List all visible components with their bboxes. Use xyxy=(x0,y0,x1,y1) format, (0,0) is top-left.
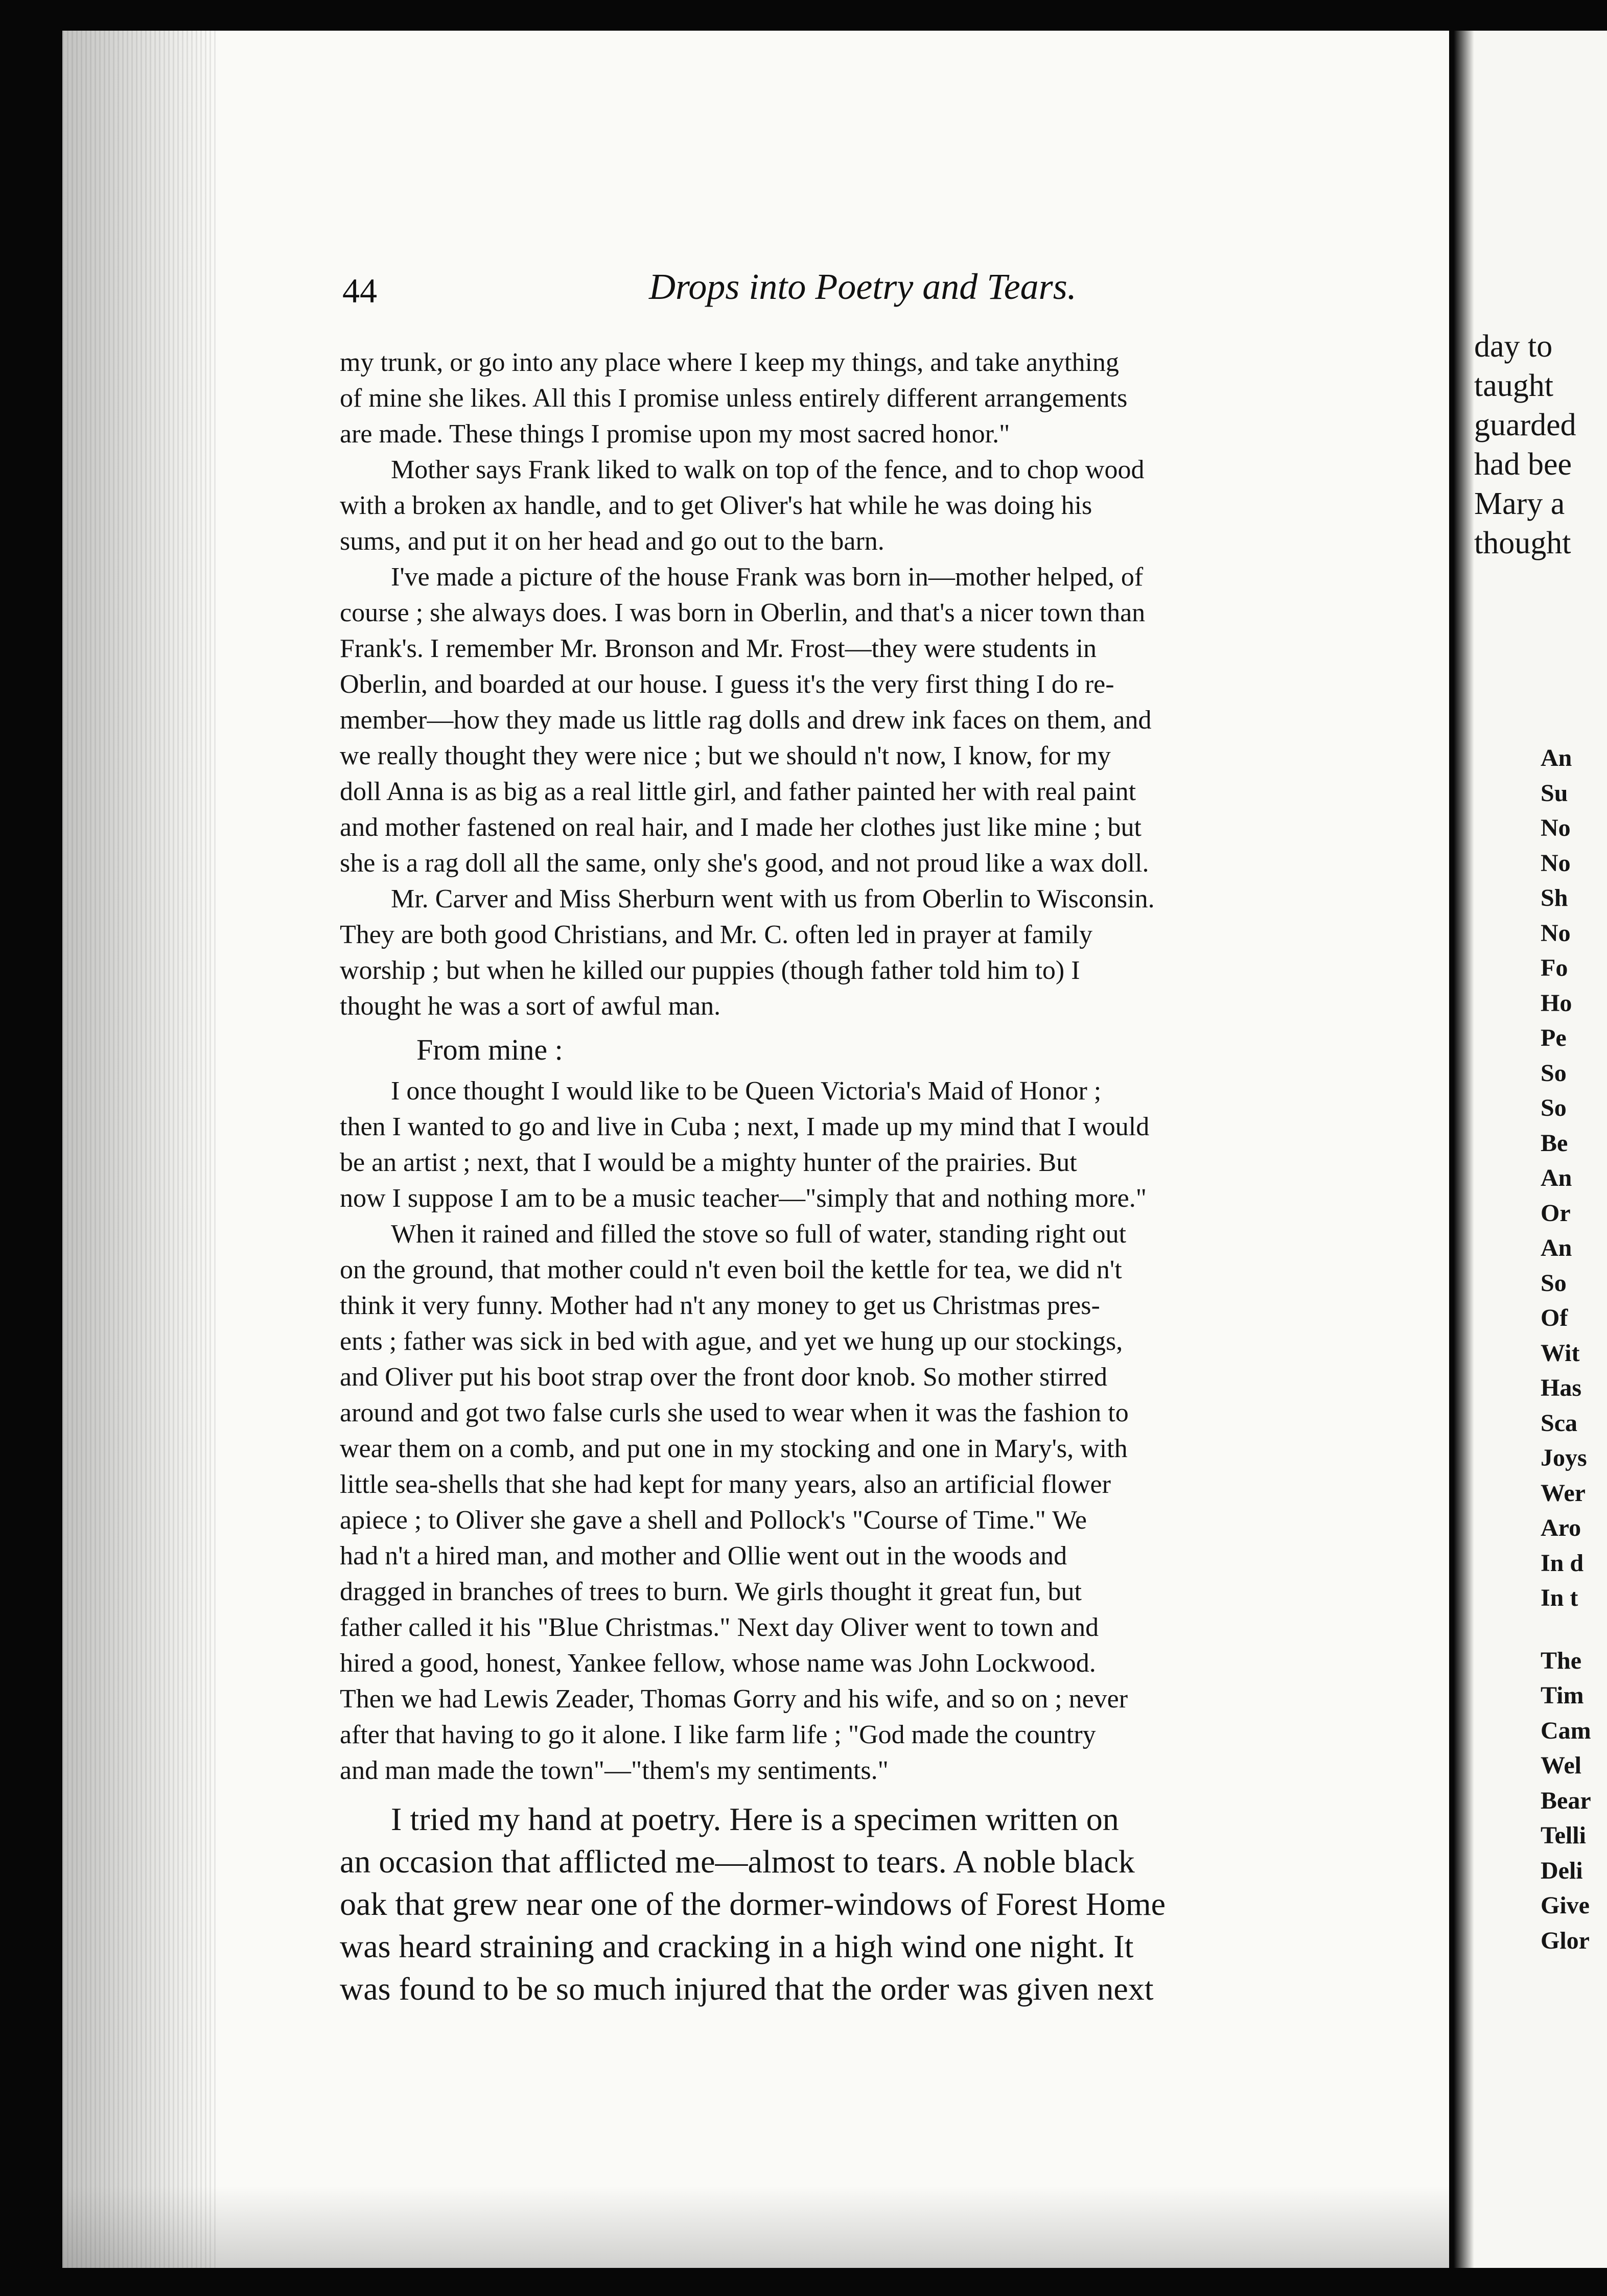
text-line: dragged in branches of trees to burn. We girls thought it great fun, but xyxy=(340,1577,1082,1606)
page-body xyxy=(340,345,1418,2010)
poem-line-fragment: Aro xyxy=(1541,1514,1581,1541)
paragraph xyxy=(340,881,1418,1024)
text-line: we really thought they were nice ; but we should n't now, I know, for my xyxy=(340,741,1111,770)
poem-line-fragment: Sh xyxy=(1541,884,1568,911)
paragraph xyxy=(340,1216,1418,1789)
gutter-shadow xyxy=(1454,31,1474,2268)
poem-line-fragment: Fo xyxy=(1541,954,1568,981)
poem-line-fragment: Su xyxy=(1541,779,1568,807)
facing-text-fragment: guarded xyxy=(1474,408,1576,442)
paragraph xyxy=(340,345,1418,452)
poem-line-fragment: Telli xyxy=(1541,1822,1586,1849)
facing-text-fragment: thought xyxy=(1474,526,1571,560)
text-line: was found to be so much injured that the order was given next xyxy=(340,1971,1154,2007)
poem-line-fragment: An xyxy=(1541,744,1572,771)
text-line: my trunk, or go into any place where I keep my things, and take anything xyxy=(340,348,1119,377)
text-line: around and got two false curls she used to wear when it was the fashion to xyxy=(340,1398,1129,1427)
poem-line-fragment: Of xyxy=(1541,1304,1568,1331)
poem-line-fragment: Deli xyxy=(1541,1857,1583,1884)
text-line: They are both good Christians, and Mr. C. often led in prayer at family xyxy=(340,920,1092,949)
text-line: and mother fastened on real hair, and I made her clothes just like mine ; but xyxy=(340,813,1142,842)
page-edge-speckle xyxy=(62,31,216,2268)
text-line: after that having to go it alone. I like farm life ; "God made the country xyxy=(340,1720,1096,1749)
text-line: of mine she likes. All this I promise unless entirely different arrangements xyxy=(340,384,1128,413)
poem-line-fragment: No xyxy=(1541,919,1571,947)
poem-line-fragment: No xyxy=(1541,849,1571,877)
text-line: wear them on a comb, and put one in my stocking and one in Mary's, with xyxy=(340,1434,1128,1463)
text-line: was heard straining and cracking in a high wind one night. It xyxy=(340,1928,1134,1964)
poem-line-fragment: Joys xyxy=(1541,1444,1587,1471)
poem-line-fragment: Be xyxy=(1541,1129,1568,1157)
text-line: and man made the town"—"them's my sentiments." xyxy=(340,1756,889,1785)
text-line: I once thought I would like to be Queen Victoria's Maid of Honor ; xyxy=(391,1076,1102,1106)
poem-line-fragment: Bear xyxy=(1541,1787,1591,1814)
text-line: an occasion that afflicted me—almost to tears. A noble black xyxy=(340,1843,1135,1880)
poem-line-fragment: Give xyxy=(1541,1892,1590,1919)
poem-line-fragment: Wer xyxy=(1541,1479,1586,1507)
facing-page-poem xyxy=(1541,741,1591,1958)
text-line: little sea-shells that she had kept for many years, also an artificial flower xyxy=(340,1470,1111,1499)
poem-line-fragment: Tim xyxy=(1541,1682,1584,1709)
text-line: are made. These things I promise upon my most sacred honor." xyxy=(340,419,1010,449)
text-line: on the ground, that mother could n't even boil the kettle for tea, we did n't xyxy=(340,1255,1122,1284)
poem-line-fragment: Glor xyxy=(1541,1927,1590,1954)
text-line: Mother says Frank liked to walk on top of the fence, and to chop wood xyxy=(391,455,1145,484)
poem-line-fragment: In d xyxy=(1541,1549,1584,1577)
poem-line-fragment: An xyxy=(1541,1234,1572,1261)
text-line: sums, and put it on her head and go out to the barn. xyxy=(340,527,884,556)
paragraph xyxy=(340,452,1418,559)
facing-text-fragment: taught xyxy=(1474,368,1553,403)
text-line: ents ; father was sick in bed with ague, and yet we hung up our stockings, xyxy=(340,1327,1123,1356)
facing-text-fragment: Mary a xyxy=(1474,486,1565,521)
poem-line-fragment: Ho xyxy=(1541,989,1572,1017)
poem-line-fragment: An xyxy=(1541,1164,1572,1191)
text-line: think it very funny. Mother had n't any money to get us Christmas pres- xyxy=(340,1291,1100,1320)
poem-line-fragment: Cam xyxy=(1541,1717,1591,1744)
text-line: member—how they made us little rag dolls and drew ink faces on them, and xyxy=(340,706,1152,735)
text-line: she is a rag doll all the same, only she's good, and not proud like a wax doll. xyxy=(340,849,1149,878)
facing-text-fragment: had bee xyxy=(1474,447,1572,482)
poem-line-fragment: So xyxy=(1541,1094,1567,1121)
book-page-right-edge xyxy=(1454,31,1607,2268)
text-line: worship ; but when he killed our puppies (though father told him to) I xyxy=(340,956,1080,985)
text-line: I've made a picture of the house Frank was born in—mother helped, of xyxy=(391,563,1144,592)
poem-line-fragment: Has xyxy=(1541,1374,1582,1401)
text-line: be an artist ; next, that I would be a mighty hunter of the prairies. But xyxy=(340,1148,1077,1177)
text-line: apiece ; to Oliver she gave a shell and Pollock's "Course of Time." We xyxy=(340,1506,1087,1535)
facing-text-fragment: day to xyxy=(1474,329,1553,364)
poem-line-fragment: Or xyxy=(1541,1199,1571,1227)
running-head: Drops into Poetry and Tears. xyxy=(649,266,1077,307)
text-line: Oberlin, and boarded at our house. I guess it's the very first thing I do re- xyxy=(340,670,1114,699)
text-line: doll Anna is as big as a real little girl, and father painted her with real paint xyxy=(340,777,1136,806)
text-line: oak that grew near one of the dormer-windows of Forest Home xyxy=(340,1886,1166,1922)
large-paragraph xyxy=(340,1798,1418,2010)
text-line: Then we had Lewis Zeader, Thomas Gorry and his wife, and so on ; never xyxy=(340,1684,1128,1714)
text-line: then I wanted to go and live in Cuba ; next, I made up my mind that I would xyxy=(340,1112,1150,1141)
text-line: I tried my hand at poetry. Here is a specimen written on xyxy=(391,1801,1119,1837)
poem-line-fragment: The xyxy=(1541,1647,1582,1674)
poem-line-fragment: Wel xyxy=(1541,1752,1581,1779)
page-header xyxy=(342,240,1415,332)
poem-line-fragment: Sca xyxy=(1541,1409,1577,1437)
paragraph-gap xyxy=(340,1789,1418,1798)
paragraph xyxy=(340,559,1418,881)
stanza-gap xyxy=(1541,1616,1591,1644)
poem-line-fragment: Wit xyxy=(1541,1339,1580,1367)
text-line: Frank's. I remember Mr. Bronson and Mr. Frost—they were students in xyxy=(340,634,1097,663)
paragraph xyxy=(340,1073,1418,1216)
page-bottom-shading xyxy=(62,2186,1449,2268)
text-line: thought he was a sort of awful man. xyxy=(340,992,721,1021)
text-line: course ; she always does. I was born in Oberlin, and that's a nicer town than xyxy=(340,598,1146,627)
page-number: 44 xyxy=(342,271,377,310)
text-line: with a broken ax handle, and to get Oliver's hat while he was doing his xyxy=(340,491,1092,520)
poem-line-fragment: No xyxy=(1541,814,1571,841)
poem-line-fragment: So xyxy=(1541,1269,1567,1297)
poem-line-fragment: Pe xyxy=(1541,1024,1567,1051)
text-line: Mr. Carver and Miss Sherburn went with us from Oberlin to Wisconsin. xyxy=(391,884,1155,913)
text-line: When it rained and filled the stove so full of water, standing right out xyxy=(391,1220,1127,1249)
section-heading: From mine : xyxy=(416,1033,563,1066)
text-line: and Oliver put his boot strap over the front door knob. So mother stirred xyxy=(340,1363,1107,1392)
text-line: now I suppose I am to be a music teacher—"simply that and nothing more." xyxy=(340,1184,1147,1213)
poem-line-fragment: In t xyxy=(1541,1584,1578,1611)
text-line: had n't a hired man, and mother and Ollie went out in the woods and xyxy=(340,1541,1067,1571)
facing-page-prose xyxy=(1474,327,1576,563)
text-line: hired a good, honest, Yankee fellow, whose name was John Lockwood. xyxy=(340,1649,1096,1678)
poem-line-fragment: So xyxy=(1541,1059,1567,1087)
text-line: father called it his "Blue Christmas." Next day Oliver went to town and xyxy=(340,1613,1099,1642)
